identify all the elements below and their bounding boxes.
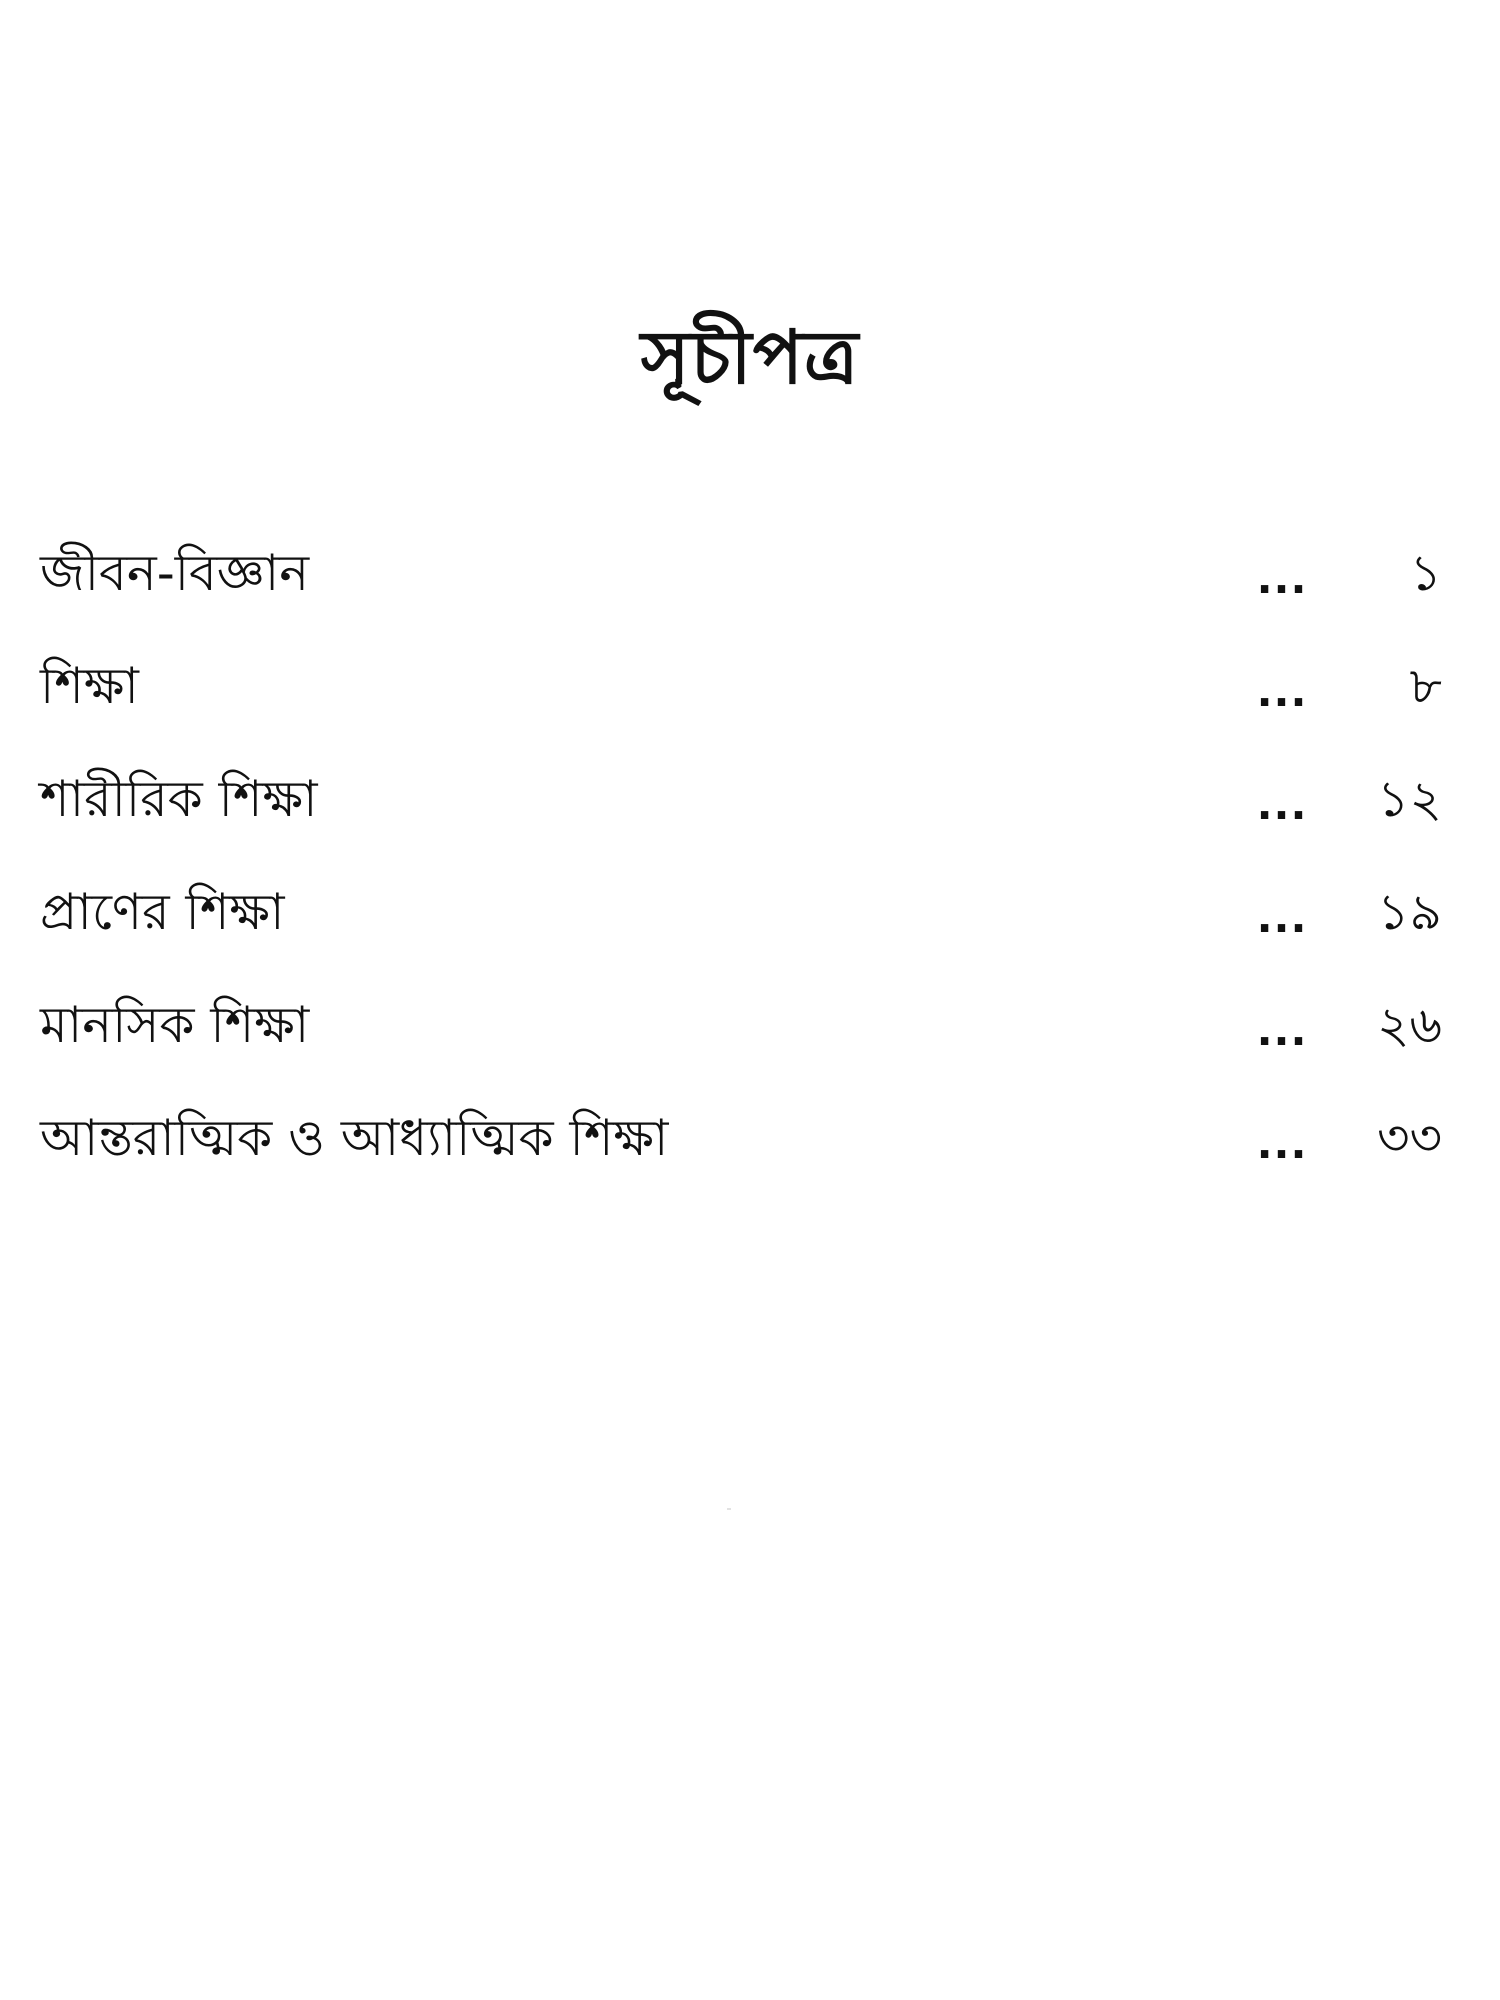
toc-entry-title: প্রাণের শিক্ষা xyxy=(40,883,285,941)
toc-entry-title: শারীরিক শিক্ষা xyxy=(40,770,318,828)
toc-leader-dots: ... xyxy=(1256,1006,1308,1055)
toc-leader-dots: ... xyxy=(1256,667,1308,716)
toc-page-number: ১৯ xyxy=(1377,883,1442,941)
toc-leader-dots: ... xyxy=(1256,893,1308,942)
toc-entry xyxy=(40,651,1442,764)
toc-entry xyxy=(40,1103,1442,1216)
toc-page-number: ৮ xyxy=(1409,657,1442,715)
table-of-contents xyxy=(40,538,1442,1216)
toc-entry-title: মানসিক শিক্ষা xyxy=(40,996,310,1054)
toc-entry xyxy=(40,990,1442,1103)
toc-entry-title: জীবন-বিজ্ঞান xyxy=(40,544,310,602)
toc-entry xyxy=(40,877,1442,990)
toc-entry xyxy=(40,538,1442,651)
toc-page-number: ১ xyxy=(1409,544,1442,602)
toc-leader-dots: ... xyxy=(1256,1119,1308,1168)
toc-page-number: ৩৩ xyxy=(1376,1109,1442,1167)
toc-page-number: ২৬ xyxy=(1376,996,1442,1054)
toc-leader-dots: ... xyxy=(1256,554,1308,603)
toc-entry-title: আন্তরাত্মিক ও আধ্যাত্মিক শিক্ষা xyxy=(40,1109,669,1167)
toc-entry xyxy=(40,764,1442,877)
page-title: সূচীপত্র xyxy=(640,315,860,401)
toc-entry-title: শিক্ষা xyxy=(40,657,139,715)
toc-page-number: ১২ xyxy=(1377,770,1442,828)
toc-leader-dots: ... xyxy=(1256,780,1308,829)
page-speck xyxy=(727,1508,731,1510)
